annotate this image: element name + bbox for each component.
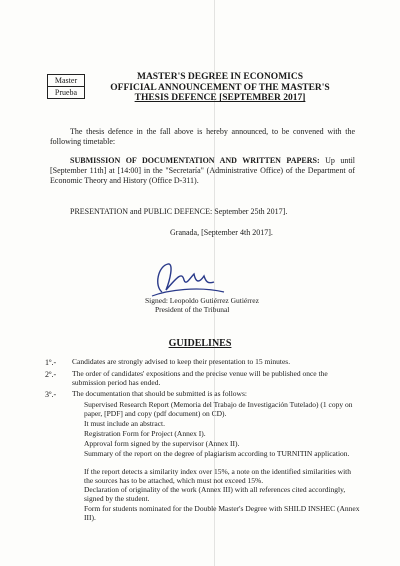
stamp-line-1: Master (48, 75, 84, 87)
guideline-subitem: Registration Form for Project (Annex I). (84, 429, 206, 438)
document-title (100, 72, 340, 104)
submission-paragraph (50, 156, 355, 186)
guideline-subitem: Summary of the report on the degree of plagiarism according to TURNITIN application. (84, 449, 350, 458)
signer-role: President of the Tribunal (155, 305, 230, 314)
guideline-number: 1º.- (45, 358, 57, 367)
submission-text: Up until [September 11th] at [14:00] in the "Secretaría" (Administrative Office) of the Department of Economic Theory and History (Office D-311). (50, 156, 356, 185)
guideline-subitem: If the report detects a similarity index over 15%, a note on the identified similarities with the sources has to be attached, which must not exceed 15%. (84, 467, 352, 485)
guideline-subitem: Supervised Research Report (Memoria del Trabajo de Investigación Tutelado) (1 copy on paper, [PDF] and copy (pdf document) on CD). (84, 400, 353, 418)
header-stamp (47, 74, 85, 99)
guideline-number: 2º.- (45, 370, 57, 379)
intro-paragraph: The thesis defence in the fall above is hereby announced, to be convened with the following timetable: (50, 127, 355, 146)
guideline-number: 3º.- (45, 390, 57, 399)
guideline-subitem: Declaration of originality of the work (Annex III) with all references cited accordingly, signed by the student. (84, 485, 346, 503)
presentation-paragraph: PRESENTATION and PUBLIC DEFENCE: September 25th 2017]. (70, 207, 288, 216)
signer-block (145, 296, 259, 314)
stamp-line-2: Prueba (54, 88, 78, 97)
guideline-subitem: It must include an abstract. (84, 419, 166, 428)
guideline-subitem: Form for students nominated for the Double Master's Degree with SHILD INSHEC (Annex III). (84, 504, 360, 522)
guideline-subitem: Approval form signed by the supervisor (Annex II). (84, 439, 240, 448)
signer-name: Signed: Leopoldo Gutiérrez Gutiérrez (145, 296, 259, 305)
title-line-1: MASTER'S DEGREE IN ECONOMICS (136, 72, 303, 82)
guidelines-heading: GUIDELINES (168, 338, 232, 349)
submission-heading: SUBMISSION OF DOCUMENTATION AND WRITTEN PAPERS: (70, 156, 320, 165)
title-line-3: THESIS DEFENCE [SEPTEMBER 2017] (134, 93, 306, 103)
title-line-2: OFFICIAL ANNOUNCEMENT OF THE MASTER'S (110, 82, 330, 93)
handwritten-signature (148, 256, 228, 300)
guideline-item: The order of candidates' expositions and the precise venue will be published once the submission period has ended. (72, 369, 328, 387)
guideline-item: The documentation that should be submitted is as follows: (72, 389, 247, 398)
place-date: Granada, [September 4th 2017]. (170, 228, 273, 237)
guideline-item: Candidates are strongly advised to keep their presentation to 15 minutes. (72, 357, 291, 366)
